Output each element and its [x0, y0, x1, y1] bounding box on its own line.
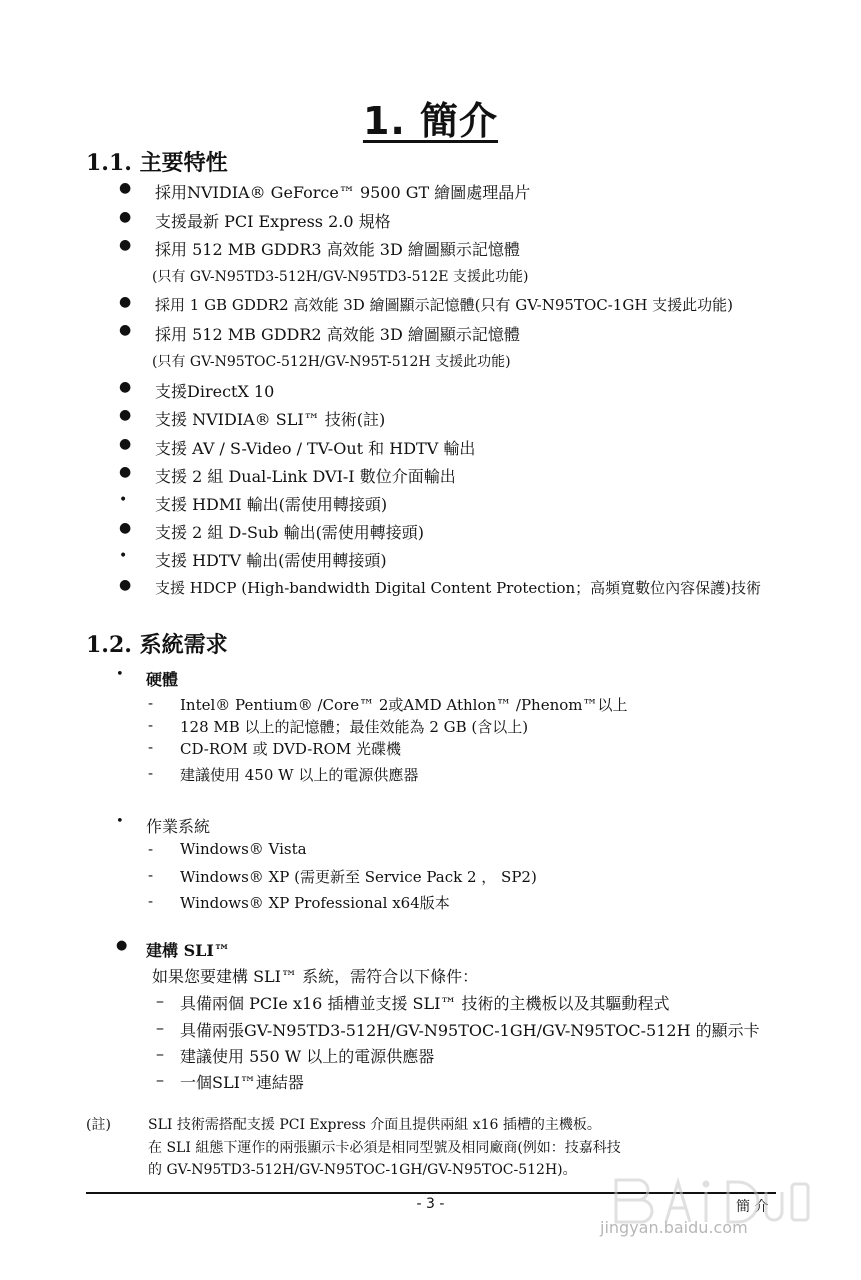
sli-item: – 具備兩張GV-N95TD3-512H/GV-N95TOC-1GH/GV-N95TOC-512H 的顯示卡: [156, 1018, 760, 1040]
feature-item: ● 採用 512 MB GDDR3 高效能 3D 繪圖顯示記憶體: [119, 237, 520, 259]
footer-section: 簡 介: [736, 1199, 769, 1215]
page-number: - 3 -: [416, 1196, 445, 1212]
os-group-label: • 作業系統: [116, 814, 211, 836]
note-label: (註): [86, 1117, 111, 1133]
baidu-watermark-url: jingyan.baidu.com: [600, 1218, 748, 1237]
feature-item: ● 採用 1 GB GDDR2 高效能 3D 繪圖顯示記憶體(只有 GV-N95TOC-1GH 支援此功能): [119, 294, 734, 314]
note-line: 在 SLI 組態下運作的兩張顯示卡必須是相同型號及相同廠商(例如：技嘉科技: [148, 1140, 621, 1156]
feature-item: ● 採用NVIDIA® GeForce™ 9500 GT 繪圖處理晶片: [119, 180, 531, 202]
feature-item-note: (只有 GV-N95TOC-512H/GV-N95T-512H 支援此功能): [152, 354, 511, 370]
sli-group-label: ● 建構 SLI™: [116, 938, 230, 960]
hardware-item: - 建議使用 450 W 以上的電源供應器: [148, 764, 419, 784]
feature-item: ● 支援 NVIDIA® SLI™ 技術(註): [119, 407, 386, 429]
note-line: SLI 技術需搭配支援 PCI Express 介面且提供兩組 x16 插槽的主機板。: [148, 1117, 601, 1133]
os-item: - Windows® XP (需更新至 Service Pack 2 ， SP2): [148, 866, 537, 886]
hardware-item: - Intel® Pentium® /Core™ 2或AMD Athlon™ /Phenom™以上: [148, 694, 628, 714]
sli-item: – 一個SLI™連結器: [156, 1070, 304, 1092]
feature-item: ● 支援 AV / S-Video / TV-Out 和 HDTV 輸出: [119, 436, 476, 458]
sli-item: – 建議使用 550 W 以上的電源供應器: [156, 1044, 435, 1066]
feature-item: • 支援 HDMI 輸出(需使用轉接頭): [119, 492, 388, 514]
section-heading-requirements: 1.2. 系統需求: [86, 632, 228, 658]
hardware-group-label: • 硬體: [116, 667, 179, 689]
feature-item: ● 支援 2 組 Dual-Link DVI-I 數位介面輸出: [119, 464, 456, 486]
os-item: - Windows® Vista: [148, 840, 307, 858]
feature-item: ● 採用 512 MB GDDR2 高效能 3D 繪圖顯示記憶體: [119, 322, 520, 344]
feature-item: ● 支援 HDCP (High-bandwidth Digital Content Protection；高頻寬數位內容保護)技術: [119, 577, 762, 597]
hardware-item: - 128 MB 以上的記憶體；最佳效能為 2 GB (含以上): [148, 716, 529, 736]
hardware-item: - CD-ROM 或 DVD-ROM 光碟機: [148, 738, 402, 758]
feature-item: ● 支援 2 組 D-Sub 輸出(需使用轉接頭): [119, 520, 425, 542]
section-heading-features: 1.1. 主要特性: [86, 150, 228, 176]
sli-intro: 如果您要建構 SLI™ 系統，需符合以下條件：: [152, 967, 479, 986]
page-title: 1. 簡介: [362, 99, 499, 143]
sli-item: – 具備兩個 PCIe x16 插槽並支援 SLI™ 技術的主機板以及其驅動程式: [156, 991, 670, 1013]
feature-item: ● 支援最新 PCI Express 2.0 規格: [119, 209, 391, 231]
note-line: 的 GV-N95TD3-512H/GV-N95TOC-1GH/GV-N95TOC-512H)。: [148, 1162, 577, 1178]
feature-item: • 支援 HDTV 輸出(需使用轉接頭): [119, 548, 387, 570]
os-item: - Windows® XP Professional x64版本: [148, 892, 450, 912]
feature-item-note: (只有 GV-N95TD3-512H/GV-N95TD3-512E 支援此功能): [152, 269, 529, 285]
feature-item: ● 支援DirectX 10: [119, 379, 275, 401]
